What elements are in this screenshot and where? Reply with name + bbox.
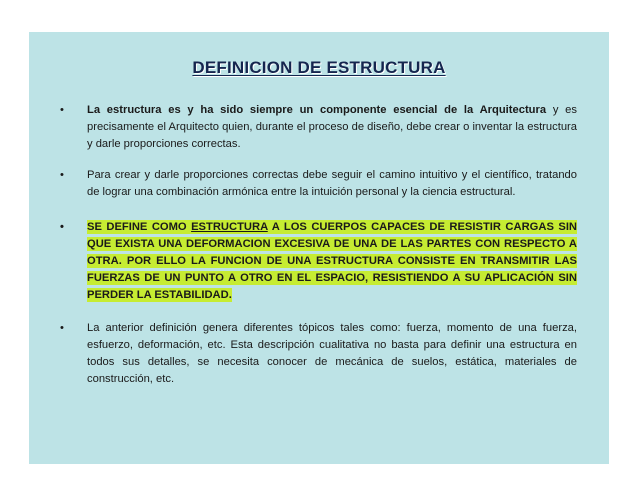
bullet-item-4 [57,320,577,388]
bullet-3-post: A LOS CUERPOS CAPACES DE RESISTIR CARGAS SIN QUE EXISTA UNA DEFORMACION EXCESIVA DE UNA DE LAS PARTES CON RESPECTO A OTRA. POR ELLO LA FUNCION DE UNA ESTRUCTURA CONSISTE EN TRANSMITIR LAS FUERZAS DE UN PUNTO A OTRO EN EL ESPACIO, RESISTIENDO A SU APLICACIÓN SIN PERDER LA ESTABILIDAD. [87,221,578,301]
bullet-item-3 [57,219,577,304]
bullet-icon: • [60,104,64,116]
bullet-icon: • [60,221,64,233]
bullet-3-pre: SE DEFINE COMO [87,221,192,233]
slide-title: DEFINICION DE ESTRUCTURA [192,58,446,77]
bullet-item-2 [57,167,577,201]
bullet-4-text: La anterior definición genera diferentes tópicos tales como: fuerza, momento de una fuerza, esfuerzo, deformación, etc. Esta descripción cualitativa no basta para definir una estructura en todos sus detalles, se necesita conocer de mecánica de suelos, estática, materiales de construcción, etc. [87,322,577,385]
bullet-1-text: y es precisamente el Arquitecto quien, durante el proceso de diseño, debe crear o inventar la estructura y darle proporciones correctas. [87,104,577,150]
bullet-3-keyword: ESTRUCTURA [191,221,268,233]
bullet-2-text: Para crear y darle proporciones correctas debe seguir el camino intuitivo y el científico, tratando de lograr una combinación armónica entre la intuición personal y la ciencia estructural. [87,169,577,198]
highlighted-definition [87,220,577,302]
bullet-list [57,102,577,402]
bullet-item-1 [57,102,577,153]
slide [29,32,609,464]
bullet-icon: • [60,169,64,181]
bullet-icon: • [60,322,64,334]
bullet-1-lead: La estructura es y ha sido siempre un componente esencial de la Arquitectura [87,104,547,116]
